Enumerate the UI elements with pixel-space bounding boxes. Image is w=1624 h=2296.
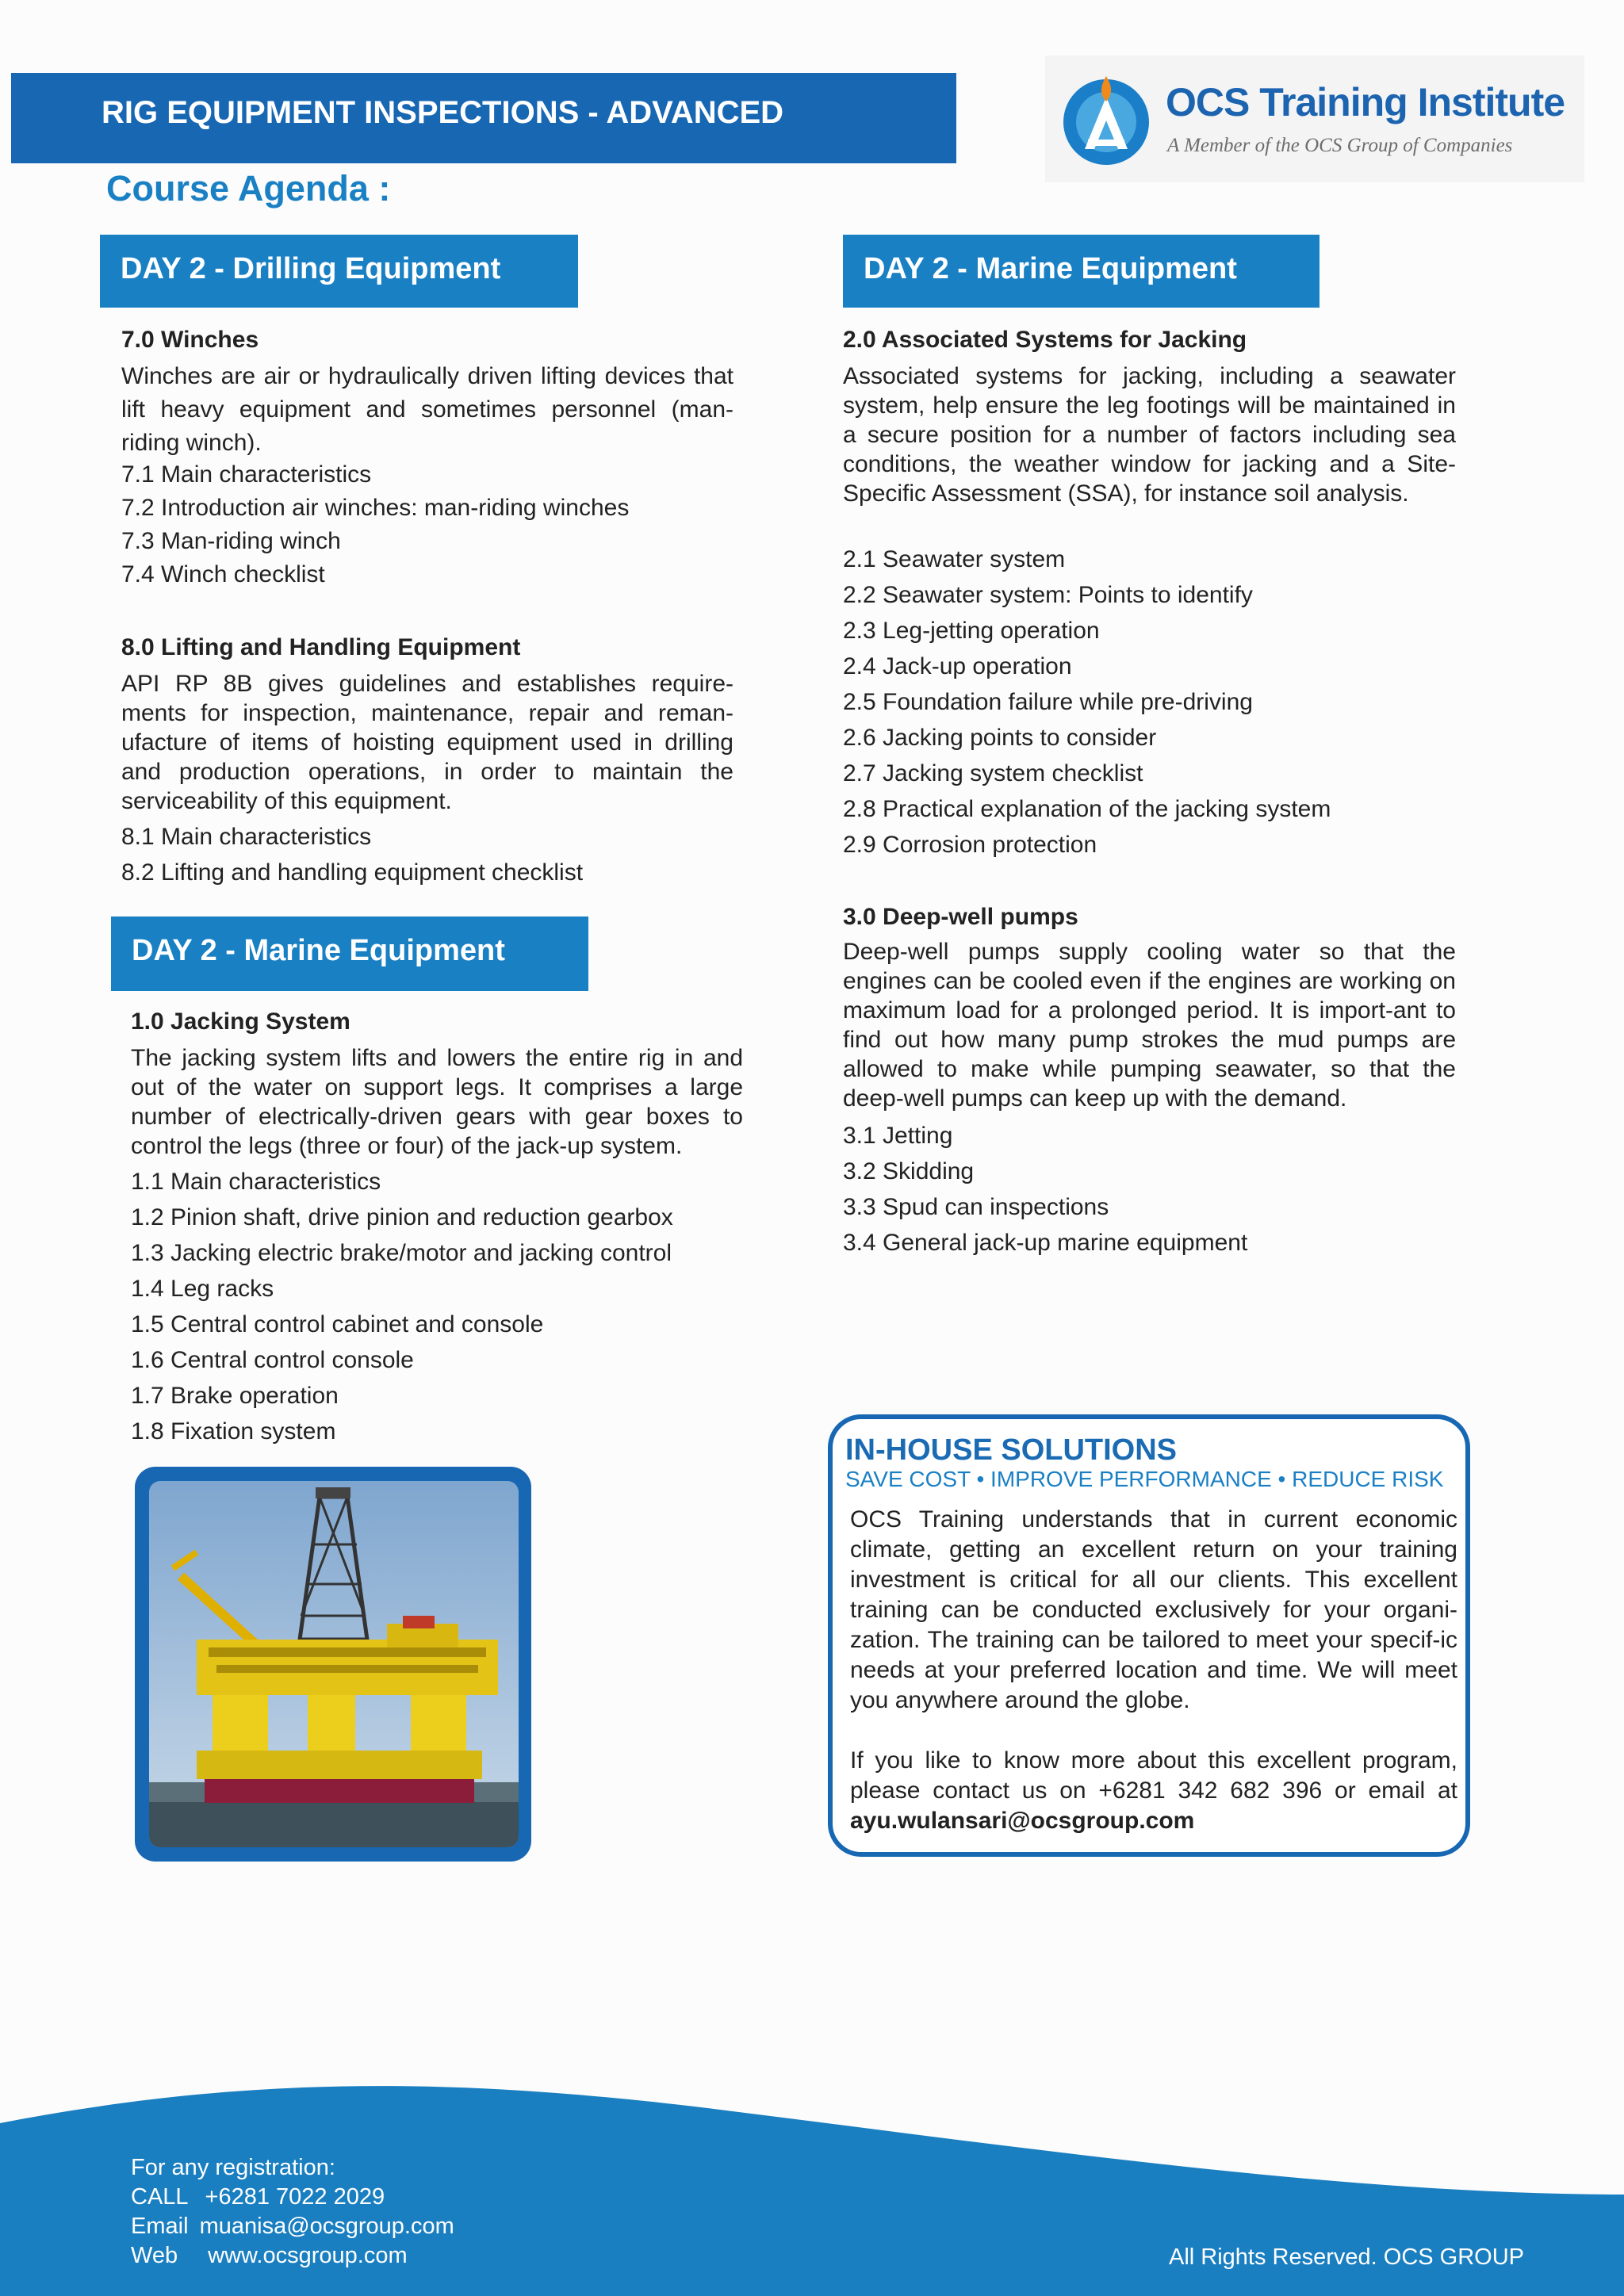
list-item: 2.4 Jack-up operation xyxy=(843,653,1072,679)
day-tab-label: DAY 2 - Drilling Equipment xyxy=(121,252,501,285)
list-item: 3.4 General jack-up marine equipment xyxy=(843,1230,1248,1256)
list-item: 7.4 Winch checklist xyxy=(121,561,325,587)
logo-wordmark: OCS Training Institute xyxy=(1166,80,1565,124)
inhouse-subtitle: SAVE COST • IMPROVE PERFORMANCE • REDUCE RISK xyxy=(845,1467,1444,1491)
section-title-deep-well-pumps: 3.0 Deep-well pumps xyxy=(843,904,1078,930)
section-text-jacking: The jacking system lifts and lowers the entire rig in and out of the water on support legs. It comprises a large number of electrically-driven gears with gear boxes to control the legs (three or four) of the jack-up system. xyxy=(131,1045,743,1159)
list-item: 1.3 Jacking electric brake/motor and jacking control xyxy=(131,1240,672,1266)
winches-item-list xyxy=(121,458,756,591)
footer-call-value[interactable]: +6281 7022 2029 xyxy=(205,2184,385,2210)
inhouse-title: IN-HOUSE SOLUTIONS xyxy=(845,1433,1178,1467)
page-title: RIG EQUIPMENT INSPECTIONS - ADVANCED xyxy=(102,95,784,130)
inhouse-contact-text: If you like to know more about this excellent program, please contact us on +6281 342 682 396 or email at xyxy=(850,1747,1457,1804)
list-item: 2.2 Seawater system: Points to identify xyxy=(843,582,1253,608)
section-text-lifting: API RP 8B gives guidelines and establishes require-ments for inspection, maintenance, repair and reman-ufacture of items of hoisting equipment used in drilling and production operations, in order to maintain the serviceability of this equipment. xyxy=(121,671,733,814)
section-text-deep-well-pumps: Deep-well pumps supply cooling water so that the engines can be cooled even if the engines are working on maximum load for a prolonged period. It is import-ant to find out how many pump strokes the mud pumps are allowed to make while pumping seawater, so that the deep-well pumps can keep up with the demand. xyxy=(843,939,1456,1112)
list-item: 2.1 Seawater system xyxy=(843,546,1066,572)
associated-systems-item-list xyxy=(843,541,1477,863)
inhouse-description: OCS Training understands that in current economic climate, getting an excellent return on your training investment is critical for all our clients. This excellent training can be conducted exclusively for your organi-zation. The training can be tailored to meet your specif-ic needs at your preferred location and time. We will meet you anywhere around the globe. xyxy=(850,1506,1457,1713)
list-item: 2.5 Foundation failure while pre-driving xyxy=(843,689,1253,715)
list-item: 8.1 Main characteristics xyxy=(121,824,372,850)
section-title-associated-systems: 2.0 Associated Systems for Jacking xyxy=(843,327,1247,353)
list-item: 3.2 Skidding xyxy=(843,1158,975,1184)
section-text-associated-systems: Associated systems for jacking, including a seawater system, help ensure the leg footings will be maintained in a secure position for a number of factors including sea conditions, the weather window for jacking and a Site-Specific Assessment (SSA), for instance soil analysis. xyxy=(843,363,1456,507)
section-title-lifting: 8.0 Lifting and Handling Equipment xyxy=(121,634,521,660)
section-title-winches: 7.0 Winches xyxy=(121,327,259,353)
footer-web xyxy=(131,2241,408,2271)
list-item: 1.2 Pinion shaft, drive pinion and reduction gearbox xyxy=(131,1204,673,1230)
day-tab-label: DAY 2 - Marine Equipment xyxy=(864,252,1237,285)
list-item: 2.7 Jacking system checklist xyxy=(843,760,1143,786)
footer-web-label: Web xyxy=(131,2243,178,2268)
day-tab-marine-right xyxy=(843,235,1320,308)
footer-web-value[interactable]: www.ocsgroup.com xyxy=(208,2243,408,2268)
course-agenda-heading: Course Agenda : xyxy=(106,168,391,209)
section-text-winches: Winches are air or hydraulically driven lifting devices that lift heavy equipment and sometimes personnel (man-riding winch). xyxy=(121,363,733,456)
list-item: 3.1 Jetting xyxy=(843,1123,953,1149)
day-tab-marine-left xyxy=(111,916,588,991)
list-item: 2.6 Jacking points to consider xyxy=(843,725,1157,751)
footer-rights: All Rights Reserved. OCS GROUP xyxy=(1169,2244,1525,2270)
footer-registration-label: For any registration: xyxy=(131,2155,335,2180)
list-item: 1.4 Leg racks xyxy=(131,1276,274,1302)
list-item: 2.9 Corrosion protection xyxy=(843,832,1097,858)
inhouse-body xyxy=(850,1505,1457,1836)
day-tab-label: DAY 2 - Marine Equipment xyxy=(132,934,505,967)
footer-email-label: Email xyxy=(131,2214,189,2239)
section-title-jacking: 1.0 Jacking System xyxy=(131,1008,350,1035)
list-item: 2.3 Leg-jetting operation xyxy=(843,618,1100,644)
jacking-item-list xyxy=(131,1164,765,1449)
ocs-logo-icon xyxy=(1059,73,1153,166)
list-item: 1.7 Brake operation xyxy=(131,1383,339,1409)
list-item: 1.8 Fixation system xyxy=(131,1418,336,1445)
list-item: 7.3 Man-riding winch xyxy=(121,528,341,554)
inhouse-contact xyxy=(850,1746,1457,1836)
footer-call-label: CALL xyxy=(131,2184,188,2210)
list-item: 8.2 Lifting and handling equipment checklist xyxy=(121,859,584,886)
rig-photo xyxy=(149,1481,519,1847)
list-item: 2.8 Practical explanation of the jacking system xyxy=(843,796,1331,822)
list-item: 7.2 Introduction air winches: man-riding winches xyxy=(121,495,630,521)
list-item: 7.1 Main characteristics xyxy=(121,461,372,488)
logo-tagline: A Member of the OCS Group of Companies xyxy=(1167,135,1513,156)
list-item: 1.1 Main characteristics xyxy=(131,1169,381,1195)
list-item: 1.6 Central control console xyxy=(131,1347,414,1373)
lifting-item-list xyxy=(121,819,756,890)
deep-well-pumps-item-list xyxy=(843,1118,1477,1261)
inhouse-contact-email[interactable]: ayu.wulansari@ocsgroup.com xyxy=(850,1808,1195,1834)
footer-call xyxy=(131,2183,385,2212)
list-item: 3.3 Spud can inspections xyxy=(843,1194,1109,1220)
footer-email xyxy=(131,2212,454,2241)
day-tab-drilling xyxy=(100,235,578,308)
list-item: 1.5 Central control cabinet and console xyxy=(131,1311,544,1337)
footer-email-value[interactable]: muanisa@ocsgroup.com xyxy=(199,2214,454,2239)
